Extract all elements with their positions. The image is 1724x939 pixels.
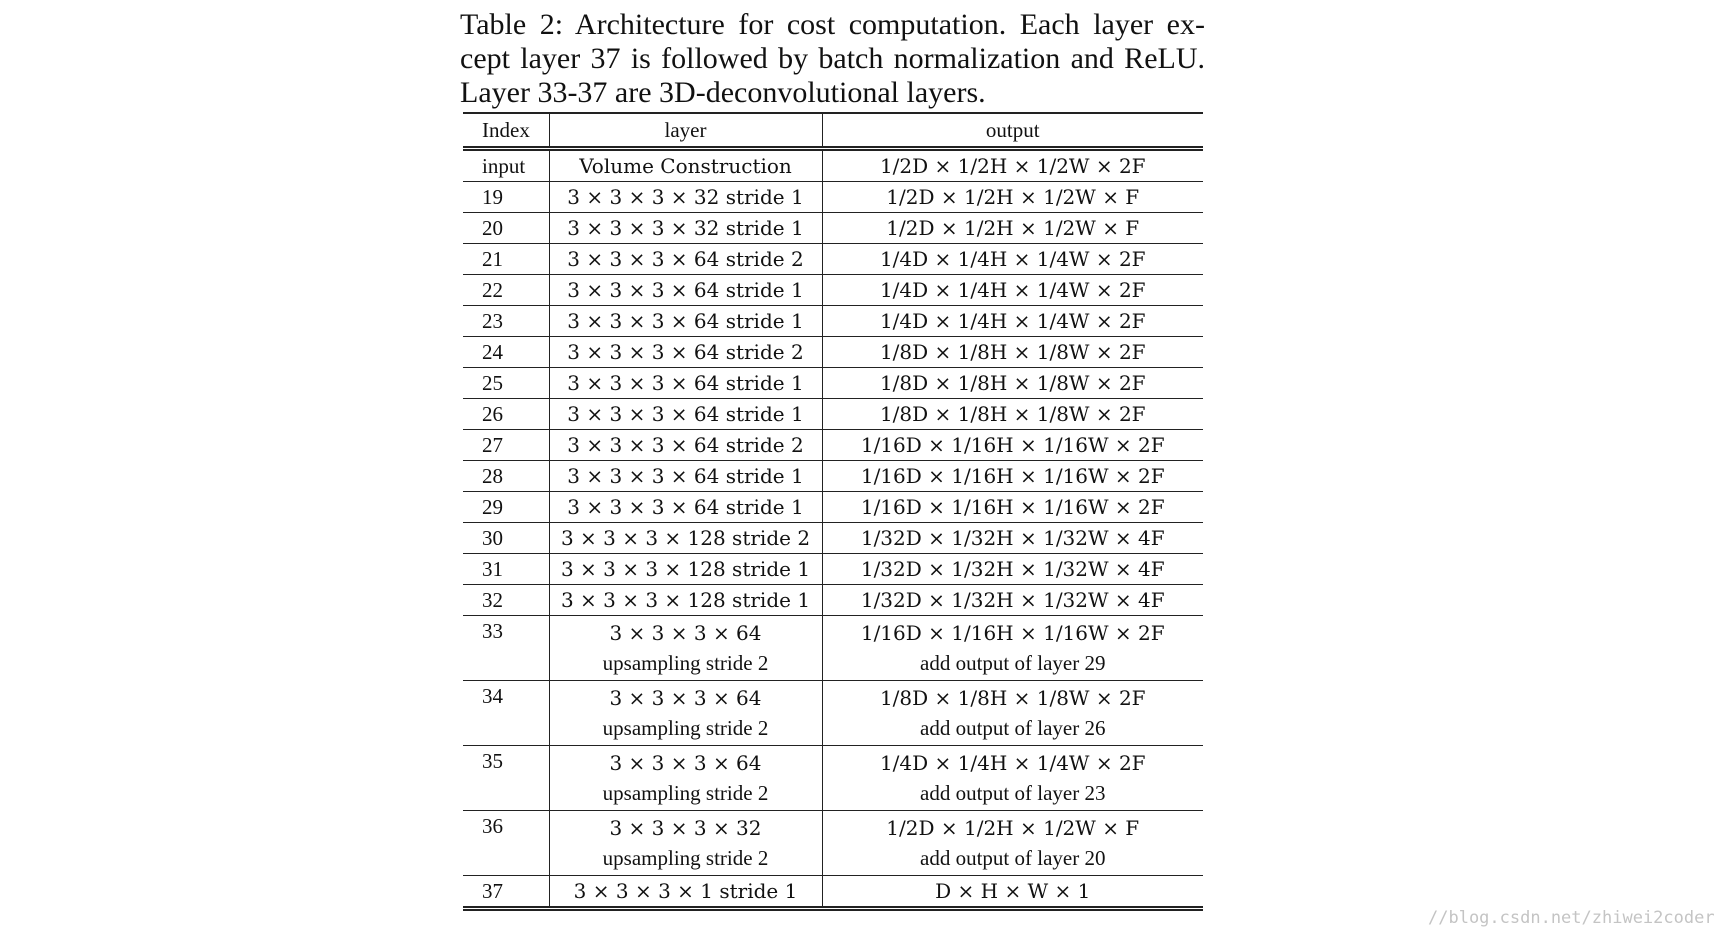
cell-layer — [549, 149, 822, 182]
table-row — [463, 461, 1203, 492]
table-row — [463, 616, 1203, 681]
table-caption — [460, 8, 1205, 110]
layer-spec: 3 × 3 × 3 × 64 — [609, 751, 762, 775]
output-shape: 1/32D × 1/32H × 1/32W × 4F — [860, 588, 1165, 612]
output-shape: 1/32D × 1/32H × 1/32W × 4F — [860, 557, 1165, 581]
layer-spec: 3 × 3 × 3 × 128 stride 1 — [560, 588, 811, 612]
layer-note: upsampling stride 2 — [602, 716, 769, 740]
table-row — [463, 554, 1203, 585]
table-row — [463, 492, 1203, 523]
layer-spec: 3 × 3 × 3 × 64 stride 1 — [567, 309, 804, 333]
layer-spec: 3 × 3 × 3 × 64 stride 2 — [567, 247, 804, 271]
layer-spec: 3 × 3 × 3 × 64 stride 1 — [567, 371, 804, 395]
output-shape: 1/8D × 1/8H × 1/8W × 2F — [879, 340, 1146, 364]
table-row — [463, 368, 1203, 399]
layer-note: upsampling stride 2 — [602, 651, 769, 675]
output-note: add output of layer 23 — [920, 781, 1106, 805]
cell-output — [822, 368, 1203, 399]
cell-index: 22 — [463, 275, 549, 306]
cell-layer — [549, 182, 822, 213]
table-row — [463, 681, 1203, 746]
layer-spec: 3 × 3 × 3 × 64 stride 1 — [567, 495, 804, 519]
layer-spec: 3 × 3 × 3 × 64 stride 2 — [567, 340, 804, 364]
cell-layer — [549, 523, 822, 554]
table-row — [463, 149, 1203, 182]
layer-spec: 3 × 3 × 3 × 32 stride 1 — [567, 185, 804, 209]
output-shape: 1/2D × 1/2H × 1/2W × F — [886, 816, 1140, 840]
cell-output — [822, 213, 1203, 244]
cell-index: 31 — [463, 554, 549, 585]
cell-output — [822, 585, 1203, 616]
header-layer: layer — [549, 113, 822, 149]
table-row — [463, 430, 1203, 461]
output-shape: 1/4D × 1/4H × 1/4W × 2F — [879, 309, 1146, 333]
cell-layer — [549, 876, 822, 909]
cell-output — [822, 616, 1203, 681]
cell-output — [822, 275, 1203, 306]
cell-output — [822, 306, 1203, 337]
cell-index: 24 — [463, 337, 549, 368]
layer-spec: Volume Construction — [579, 154, 792, 178]
table-header — [463, 113, 1203, 149]
cell-output — [822, 554, 1203, 585]
output-note: add output of layer 26 — [920, 716, 1106, 740]
cell-index: 37 — [463, 876, 549, 909]
cell-index: 33 — [463, 616, 549, 681]
architecture-table — [463, 112, 1203, 911]
output-shape: 1/8D × 1/8H × 1/8W × 2F — [879, 371, 1146, 395]
cell-index: 20 — [463, 213, 549, 244]
cell-output — [822, 876, 1203, 909]
output-shape: 1/16D × 1/16H × 1/16W × 2F — [860, 433, 1165, 457]
cell-layer — [549, 337, 822, 368]
output-shape: D × H × W × 1 — [935, 879, 1091, 903]
layer-spec: 3 × 3 × 3 × 32 stride 1 — [567, 216, 804, 240]
table-row — [463, 746, 1203, 811]
output-shape: 1/16D × 1/16H × 1/16W × 2F — [860, 464, 1165, 488]
cell-output — [822, 399, 1203, 430]
cell-layer — [549, 306, 822, 337]
cell-index: 19 — [463, 182, 549, 213]
cell-output — [822, 492, 1203, 523]
table-row — [463, 876, 1203, 909]
header-index: Index — [463, 113, 549, 149]
output-shape: 1/4D × 1/4H × 1/4W × 2F — [879, 751, 1146, 775]
table-row — [463, 399, 1203, 430]
cell-output — [822, 244, 1203, 275]
table-row — [463, 811, 1203, 876]
output-shape: 1/16D × 1/16H × 1/16W × 2F — [860, 495, 1165, 519]
cell-index: 28 — [463, 461, 549, 492]
cell-index: 32 — [463, 585, 549, 616]
cell-index: 25 — [463, 368, 549, 399]
layer-spec: 3 × 3 × 3 × 64 stride 1 — [567, 402, 804, 426]
layer-spec: 3 × 3 × 3 × 1 stride 1 — [573, 879, 798, 903]
architecture-table-container — [463, 112, 1203, 911]
header-output: output — [822, 113, 1203, 149]
layer-spec: 3 × 3 × 3 × 64 — [609, 621, 762, 645]
layer-spec: 3 × 3 × 3 × 64 — [609, 686, 762, 710]
cell-output — [822, 746, 1203, 811]
output-shape: 1/8D × 1/8H × 1/8W × 2F — [879, 402, 1146, 426]
layer-spec: 3 × 3 × 3 × 64 stride 2 — [567, 433, 804, 457]
cell-layer — [549, 585, 822, 616]
caption-line-2: cept layer 37 is followed by batch normalization and ReLU. — [460, 42, 1205, 75]
cell-index: 34 — [463, 681, 549, 746]
output-note: add output of layer 20 — [920, 846, 1106, 870]
cell-index: 26 — [463, 399, 549, 430]
cell-layer — [549, 746, 822, 811]
cell-index: 27 — [463, 430, 549, 461]
cell-output — [822, 523, 1203, 554]
table-row — [463, 523, 1203, 554]
cell-output — [822, 149, 1203, 182]
layer-spec: 3 × 3 × 3 × 64 stride 1 — [567, 464, 804, 488]
cell-layer — [549, 554, 822, 585]
layer-spec: 3 × 3 × 3 × 32 — [609, 816, 762, 840]
cell-layer — [549, 461, 822, 492]
table-row — [463, 337, 1203, 368]
layer-spec: 3 × 3 × 3 × 64 stride 1 — [567, 278, 804, 302]
table-row — [463, 306, 1203, 337]
cell-output — [822, 430, 1203, 461]
cell-output — [822, 182, 1203, 213]
output-shape: 1/8D × 1/8H × 1/8W × 2F — [879, 686, 1146, 710]
cell-index: 23 — [463, 306, 549, 337]
table-row — [463, 585, 1203, 616]
table-row — [463, 182, 1203, 213]
cell-layer — [549, 244, 822, 275]
layer-note: upsampling stride 2 — [602, 846, 769, 870]
cell-index: 29 — [463, 492, 549, 523]
output-shape: 1/16D × 1/16H × 1/16W × 2F — [860, 621, 1165, 645]
cell-index: 35 — [463, 746, 549, 811]
cell-layer — [549, 430, 822, 461]
cell-layer — [549, 492, 822, 523]
output-shape: 1/2D × 1/2H × 1/2W × 2F — [879, 154, 1146, 178]
caption-line-1: Table 2: Architecture for cost computation. Each layer ex- — [460, 8, 1205, 41]
layer-spec: 3 × 3 × 3 × 128 stride 1 — [560, 557, 811, 581]
cell-layer — [549, 616, 822, 681]
caption-line-3: Layer 33-37 are 3D-deconvolutional layers. — [460, 76, 986, 109]
cell-output — [822, 461, 1203, 492]
output-shape: 1/2D × 1/2H × 1/2W × F — [886, 216, 1140, 240]
cell-index: 36 — [463, 811, 549, 876]
cell-index: 30 — [463, 523, 549, 554]
output-note: add output of layer 29 — [920, 651, 1106, 675]
table-row — [463, 213, 1203, 244]
cell-index: 21 — [463, 244, 549, 275]
output-shape: 1/4D × 1/4H × 1/4W × 2F — [879, 278, 1146, 302]
cell-layer — [549, 213, 822, 244]
cell-output — [822, 811, 1203, 876]
output-shape: 1/4D × 1/4H × 1/4W × 2F — [879, 247, 1146, 271]
table-body — [463, 149, 1203, 909]
cell-layer — [549, 399, 822, 430]
cell-output — [822, 681, 1203, 746]
layer-spec: 3 × 3 × 3 × 128 stride 2 — [560, 526, 811, 550]
header-row — [463, 113, 1203, 149]
cell-layer — [549, 681, 822, 746]
cell-output — [822, 337, 1203, 368]
watermark: //blog.csdn.net/zhiwei2coder — [1428, 908, 1715, 928]
cell-layer — [549, 368, 822, 399]
table-row — [463, 275, 1203, 306]
table-row — [463, 244, 1203, 275]
output-shape: 1/2D × 1/2H × 1/2W × F — [886, 185, 1140, 209]
layer-note: upsampling stride 2 — [602, 781, 769, 805]
cell-layer — [549, 811, 822, 876]
cell-layer — [549, 275, 822, 306]
output-shape: 1/32D × 1/32H × 1/32W × 4F — [860, 526, 1165, 550]
cell-index: input — [463, 149, 549, 182]
